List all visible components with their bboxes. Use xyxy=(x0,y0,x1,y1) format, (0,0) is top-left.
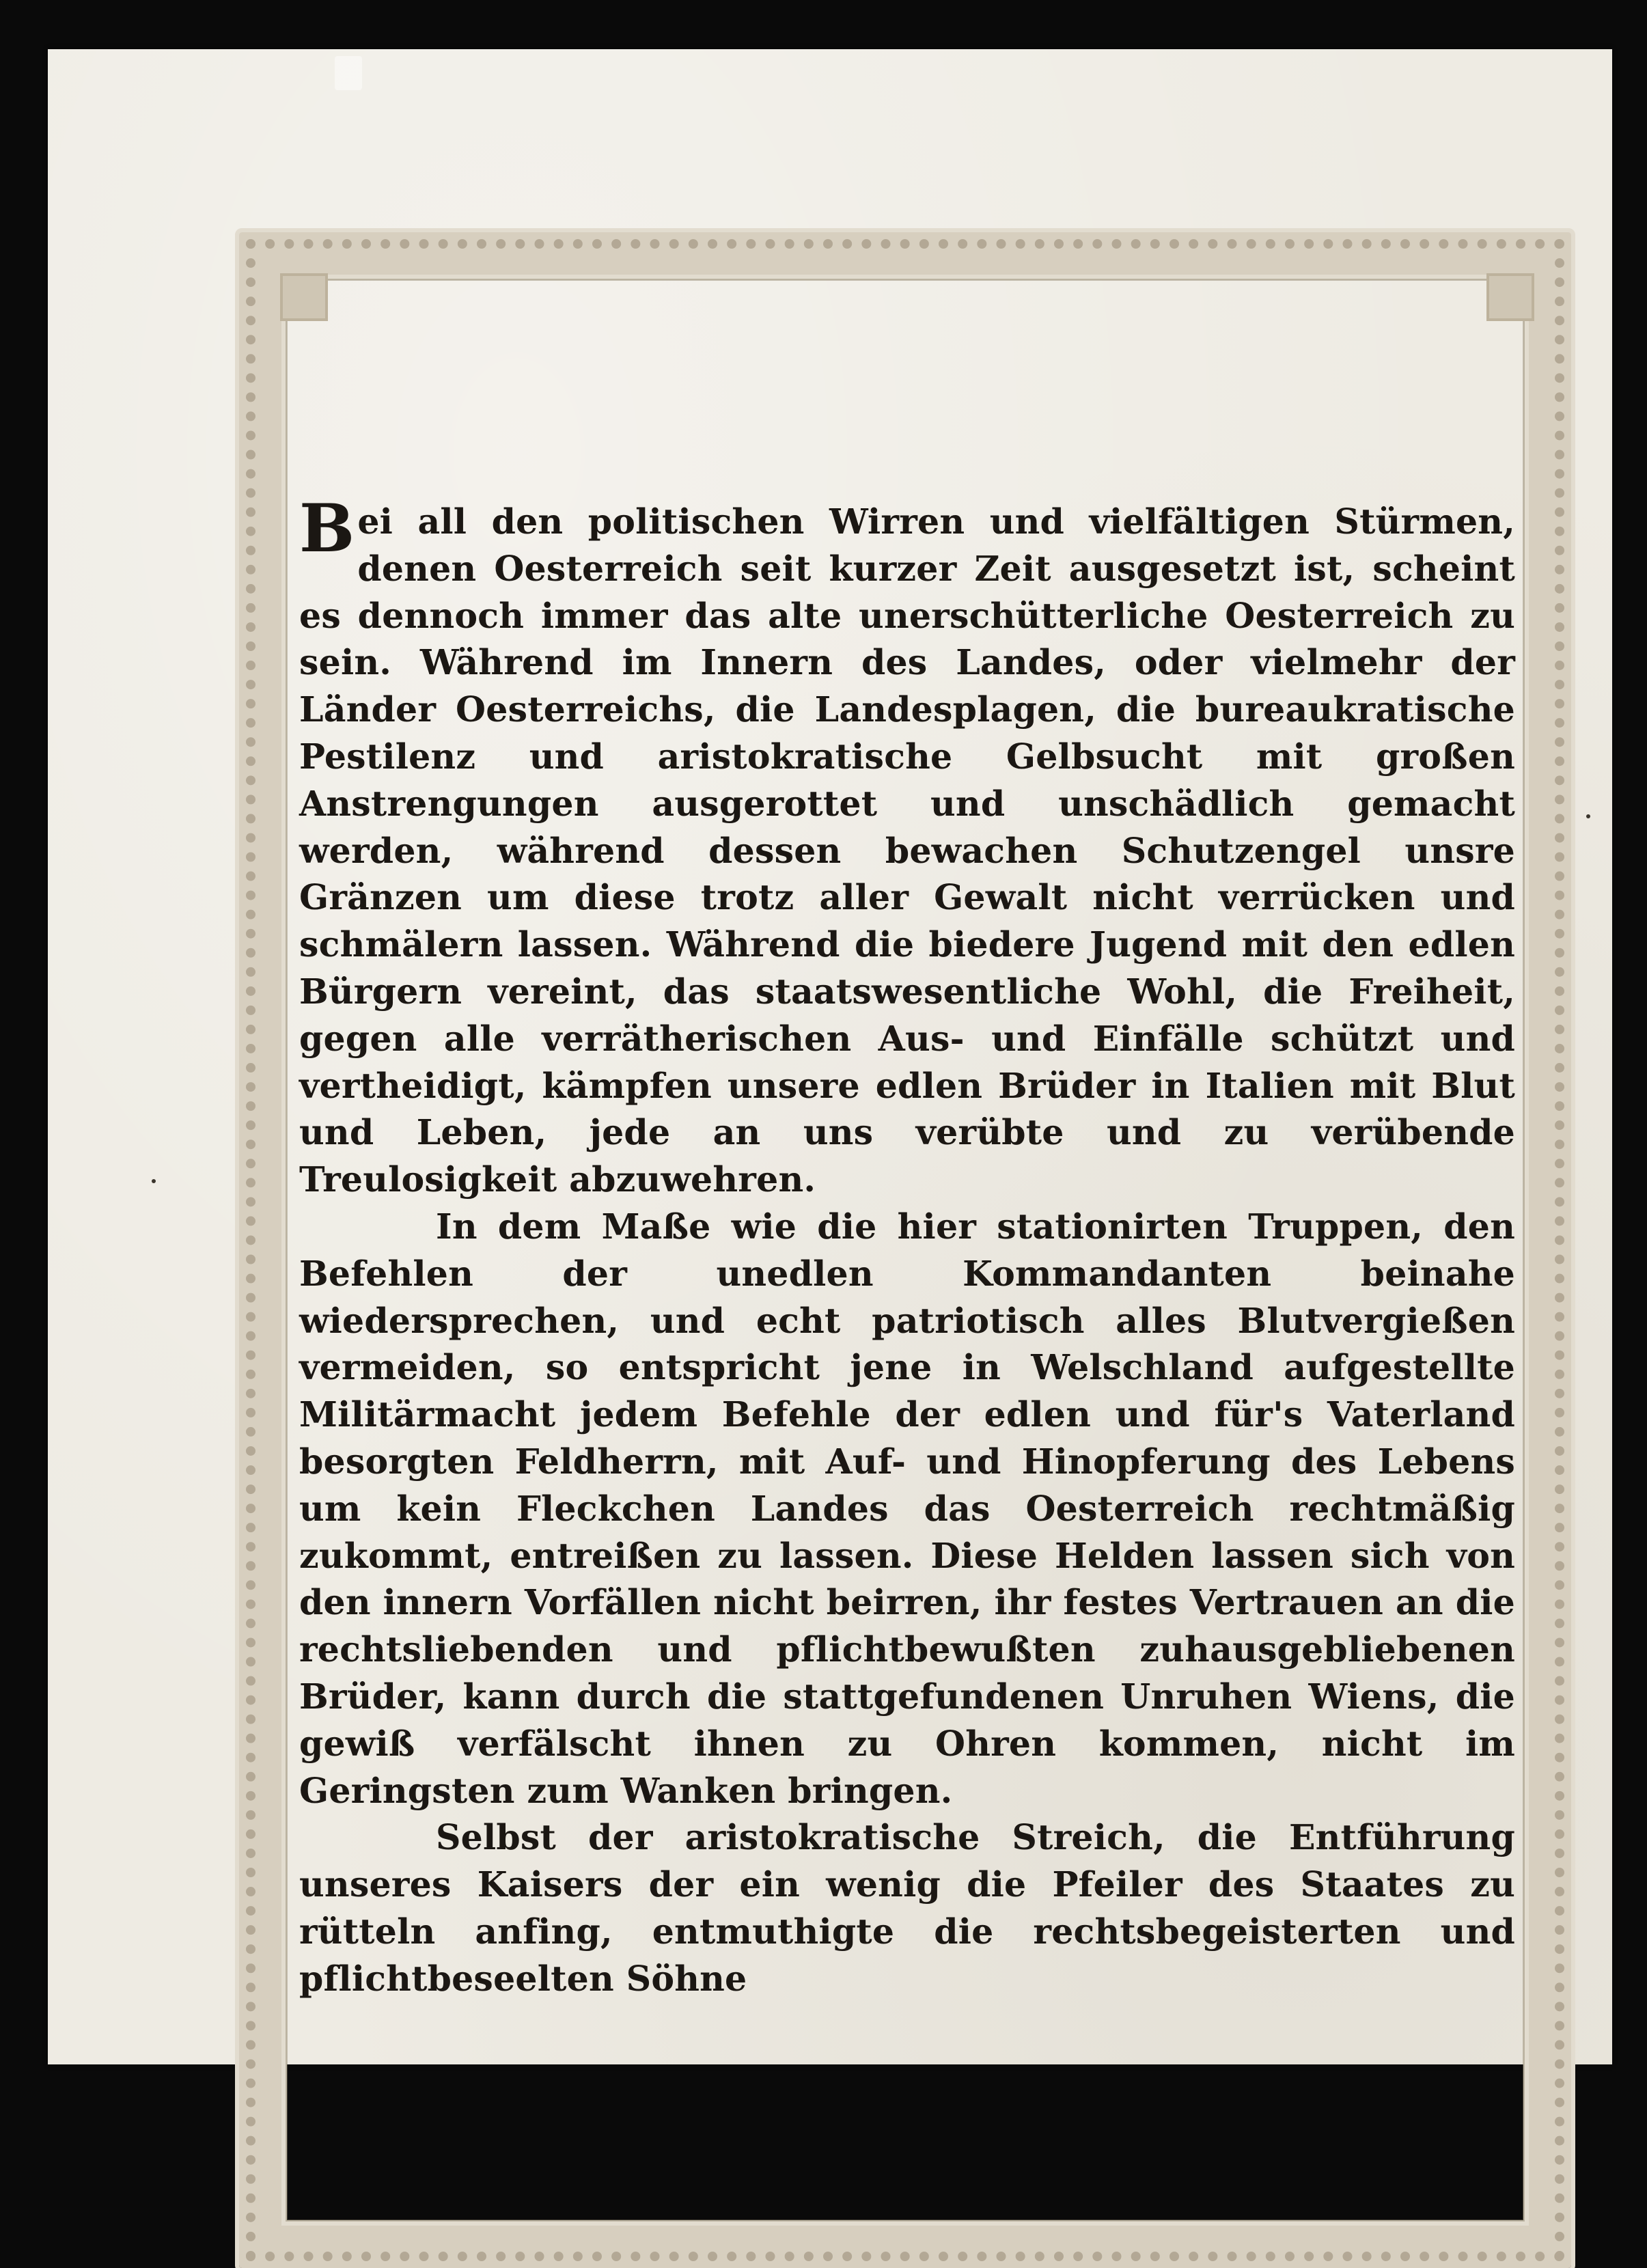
ink-speck xyxy=(152,1179,156,1183)
frame-corner-ornament-right xyxy=(1486,273,1534,321)
document-body xyxy=(299,490,1515,2003)
drop-cap-initial: B xyxy=(299,490,355,567)
paper-blemish xyxy=(335,56,362,90)
paragraph-1 xyxy=(299,490,1515,1204)
frame-corner-ornament-left xyxy=(280,273,328,321)
paragraph-2: In dem Maße wie die hier stationirten Truppen, den Befehlen der unedlen Kommandanten beinahe wiedersprechen, und echt patriotisch alles Blutvergießen vermeiden, so entspricht jene in Welschland aufgestellte Militärmacht jedem Befehle der edlen und für's Vaterland besorgten Feldherrn, mit Auf- und Hinopferung des Lebens um kein Fleckchen Landes das Oesterreich rechtmäßig zukommt, entreißen zu lassen. Diese Helden lassen sich von den innern Vorfällen nicht beirren, ihr festes Vertrauen an die rechtsliebenden und pflichtbewußten zuhausgebliebenen Brüder, kann durch die stattgefundenen Unruhen Wiens, die gewiß verfälscht ihnen zu Ohren kommen, nicht im Geringsten zum Wanken bringen. xyxy=(299,1206,1515,1811)
ink-speck xyxy=(1586,814,1590,818)
paragraph-3: Selbst der aristokratische Streich, die Entführung unseres Kaisers der ein wenig die Pfeiler des Staates zu rütteln anfing, entmuthigte die rechtsbegeisterten und pflichtbeseelten Söhne xyxy=(299,1817,1515,1999)
paragraph-1-text: ei all den politischen Wirren und vielfältigen Stürmen, denen Oesterreich seit kurzer Zeit ausgesetzt ist, scheint es dennoch immer das alte unerschütterliche Oesterreich zu sein. Während im Innern des Landes, oder vielmehr der Länder Oesterreichs, die Landesplagen, die bureaukratische Pestilenz und aristokratische Gelbsucht mit großen Anstrengungen ausgerottet und unschädlich gemacht werden, während dessen bewachen Schutzengel unsre Gränzen um diese trotz aller Gewalt nicht verrücken und schmälern lassen. Während die biedere Jugend mit den edlen Bürgern vereint, das staatswesentliche Wohl, die Freiheit, gegen alle verrätherischen Aus- und Einfälle schützt und vertheidigt, kämpfen unsere edlen Brüder in Italien mit Blut und Leben, jede an uns verübte und zu verübende Treulosigkeit abzuwehren. xyxy=(299,501,1515,1200)
